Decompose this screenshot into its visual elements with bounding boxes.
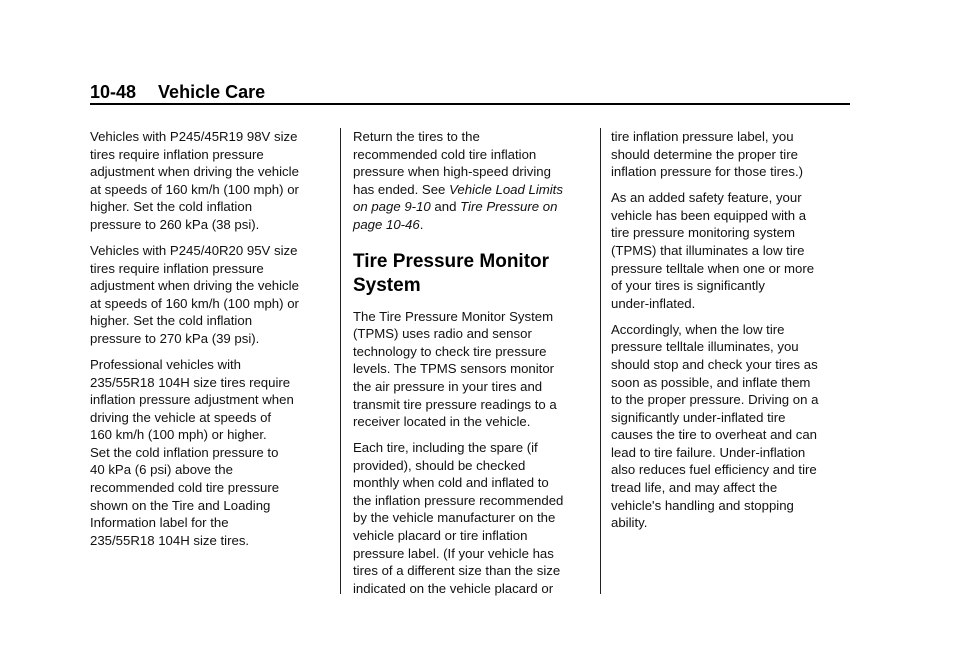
heading-line: Tire Pressure Monitor — [353, 250, 550, 272]
heading-line: System — [353, 274, 421, 296]
text-line: The Tire Pressure Monitor System — [353, 308, 554, 324]
header-rule — [90, 103, 850, 105]
text-line: 235/55R18 104H size tires require — [90, 374, 291, 390]
text-line: technology to check tire pressure — [353, 343, 547, 359]
text-column-1 — [90, 128, 330, 558]
text-line: Each tire, including the spare (if — [353, 440, 538, 456]
text-line: soon as possible, and inflate them — [611, 374, 811, 390]
paragraph-each-tire — [353, 439, 593, 597]
text-line: tread life, and may affect the — [611, 480, 778, 496]
text-line: (TPMS) uses radio and sensor — [353, 326, 532, 342]
text-line: Vehicles with P245/45R19 98V size — [90, 129, 298, 144]
text-line: vehicle's handling and stopping — [611, 497, 794, 513]
column-divider-2 — [600, 128, 601, 594]
paragraph-return-tires — [353, 128, 593, 234]
text-line: 40 kPa (6 psi) above the — [90, 462, 233, 478]
text-line: at speeds of 160 km/h (100 mph) or — [90, 295, 299, 311]
text-line: should determine the proper tire — [611, 146, 798, 162]
text-line: As an added safety feature, your — [611, 190, 802, 206]
text-line: by the vehicle manufacturer on the — [353, 510, 556, 526]
text-line: Information label for the — [90, 515, 229, 531]
text-line: Vehicles with P245/40R20 95V size — [90, 242, 298, 258]
text-line: 160 km/h (100 mph) or higher. — [90, 427, 267, 443]
text-line: significantly under-inflated tire — [611, 409, 786, 425]
text-line: of your tires is significantly — [611, 278, 765, 294]
text-line: pressure when high-speed driving — [353, 164, 551, 180]
paragraph-professional-vehicles — [90, 356, 330, 550]
text-line: driving the vehicle at speeds of — [90, 409, 272, 425]
text-line: receiver located in the vehicle. — [353, 414, 531, 430]
text-line: recommended cold tire inflation — [353, 146, 537, 162]
text-line: provided), should be checked — [353, 457, 526, 473]
text-line: monthly when cold and inflated to — [353, 475, 549, 491]
text-segment: and — [430, 199, 461, 215]
page-header — [90, 81, 265, 103]
page-number: 10-48 — [90, 82, 137, 102]
text-line: higher. Set the cold inflation — [90, 199, 253, 215]
text-column-2 — [353, 128, 593, 606]
text-line: levels. The TPMS sensors monitor — [353, 361, 555, 377]
text-line: ability. — [611, 515, 648, 531]
text-line: higher. Set the cold inflation — [90, 313, 253, 329]
text-segment: . — [419, 216, 424, 232]
text-line: vehicle placard or tire inflation — [353, 528, 528, 544]
text-line: should stop and check your tires as — [611, 356, 818, 372]
text-line: tire pressure monitoring system — [611, 225, 795, 241]
text-line: adjustment when driving the vehicle — [90, 164, 299, 180]
text-line: tires require inflation pressure — [90, 260, 264, 276]
section-title: Vehicle Care — [158, 82, 266, 102]
xref-tire-pressure-link[interactable]: Tire Pressure on — [460, 199, 558, 215]
text-line: inflation pressure for those tires.) — [611, 164, 804, 180]
text-line: (TPMS) that illuminates a low tire — [611, 242, 805, 258]
section-heading-tpms — [353, 250, 593, 298]
text-line: causes the tire to overheat and can — [611, 427, 818, 443]
text-line: pressure to 270 kPa (39 psi). — [90, 330, 260, 346]
text-line — [353, 181, 593, 199]
text-line: transmit tire pressure readings to a — [353, 396, 557, 412]
paragraph-safety-feature — [611, 189, 851, 312]
xref-tire-pressure-page-link[interactable]: page 10-46 — [353, 216, 420, 232]
text-line: vehicle has been equipped with a — [611, 207, 807, 223]
xref-vehicle-load-limits-link[interactable]: Vehicle Load Limits — [449, 181, 563, 197]
text-column-3 — [611, 128, 851, 540]
text-line: adjustment when driving the vehicle — [90, 278, 299, 294]
text-line — [353, 216, 593, 234]
text-line: lead to tire failure. Under-inflation — [611, 444, 806, 460]
text-line: pressure telltale when one or more — [611, 260, 815, 276]
text-line: Professional vehicles with — [90, 356, 241, 372]
text-line — [353, 198, 593, 216]
text-line: also reduces fuel efficiency and tire — [611, 462, 817, 478]
column-divider-1 — [340, 128, 341, 594]
paragraph-tpms-intro — [353, 308, 593, 431]
text-line: under-inflated. — [611, 295, 696, 311]
text-line: Set the cold inflation pressure to — [90, 444, 279, 460]
text-line: tires require inflation pressure — [90, 146, 264, 162]
text-line: shown on the Tire and Loading — [90, 497, 271, 513]
paragraph-accordingly — [611, 321, 851, 532]
text-line: Return the tires to the — [353, 129, 480, 144]
text-line: indicated on the vehicle placard or — [353, 580, 554, 596]
text-line: tires of a different size than the size — [353, 563, 561, 579]
paragraph-p245-45r19 — [90, 128, 330, 234]
text-line: pressure label. (If your vehicle has — [353, 545, 554, 561]
text-line: pressure to 260 kPa (38 psi). — [90, 216, 260, 232]
text-line: inflation pressure adjustment when — [90, 392, 294, 408]
text-segment: has ended. See — [353, 181, 450, 197]
text-line: to the proper pressure. Driving on a — [611, 392, 819, 408]
text-line: the air pressure in your tires and — [353, 378, 543, 394]
text-line: at speeds of 160 km/h (100 mph) or — [90, 181, 299, 197]
text-line: the inflation pressure recommended — [353, 492, 564, 508]
text-line: recommended cold tire pressure — [90, 480, 280, 496]
text-line: Accordingly, when the low tire — [611, 321, 785, 337]
text-line: 235/55R18 104H size tires. — [90, 532, 250, 548]
paragraph-continued — [611, 128, 851, 181]
xref-vehicle-load-limits-page-link[interactable]: on page 9-10 — [353, 199, 431, 215]
text-line: tire inflation pressure label, you — [611, 129, 794, 144]
paragraph-p245-40r20 — [90, 242, 330, 348]
text-line: pressure telltale illuminates, you — [611, 339, 799, 355]
